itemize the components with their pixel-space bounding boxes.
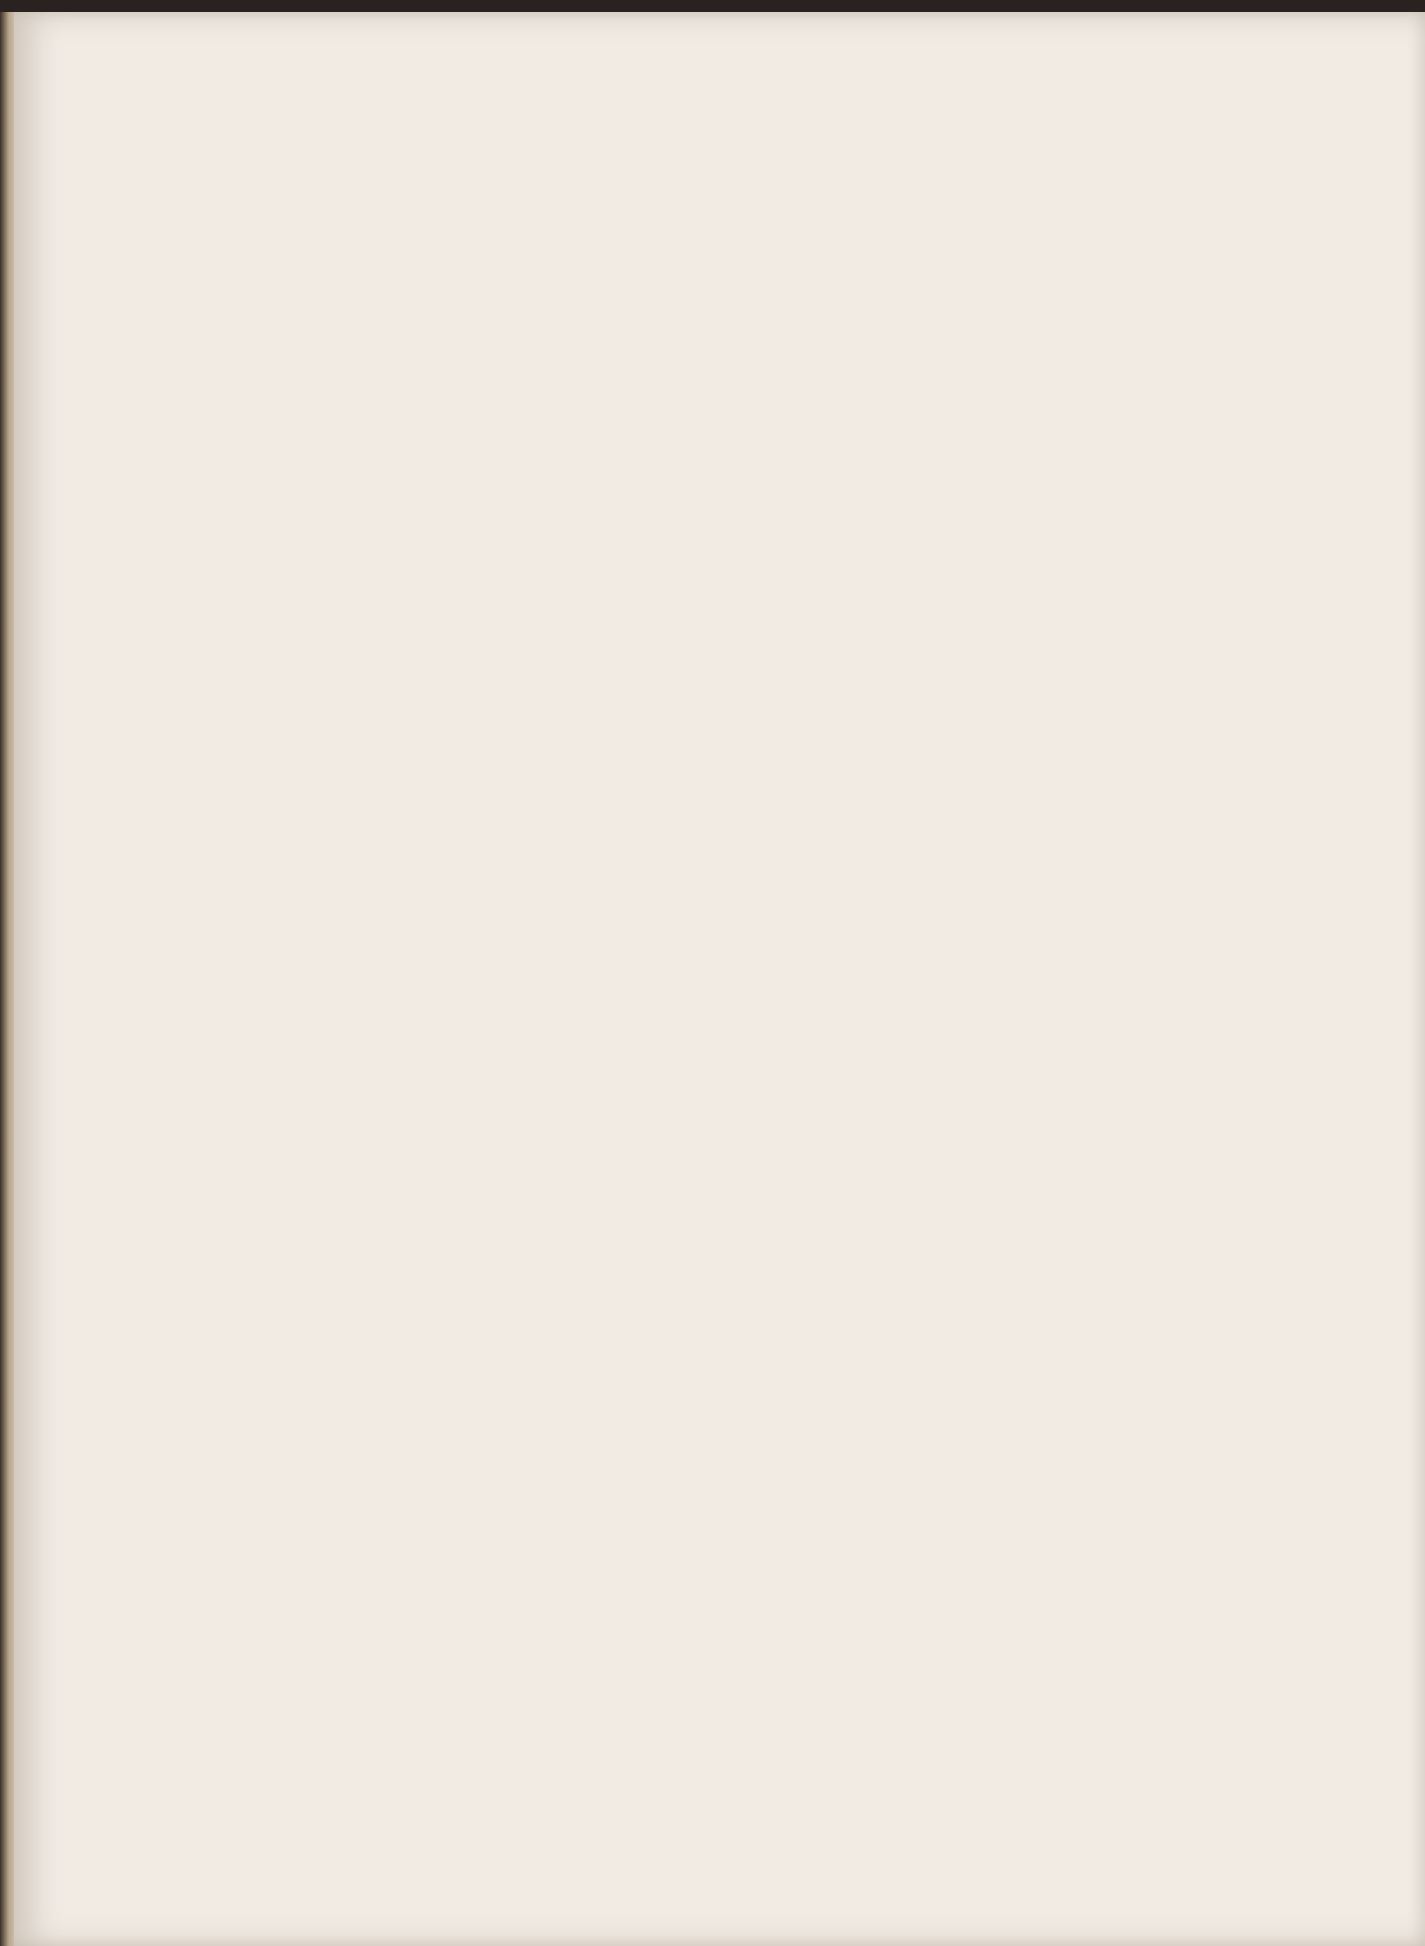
index-page bbox=[14, 12, 1425, 1946]
index-list bbox=[14, 12, 1425, 1946]
